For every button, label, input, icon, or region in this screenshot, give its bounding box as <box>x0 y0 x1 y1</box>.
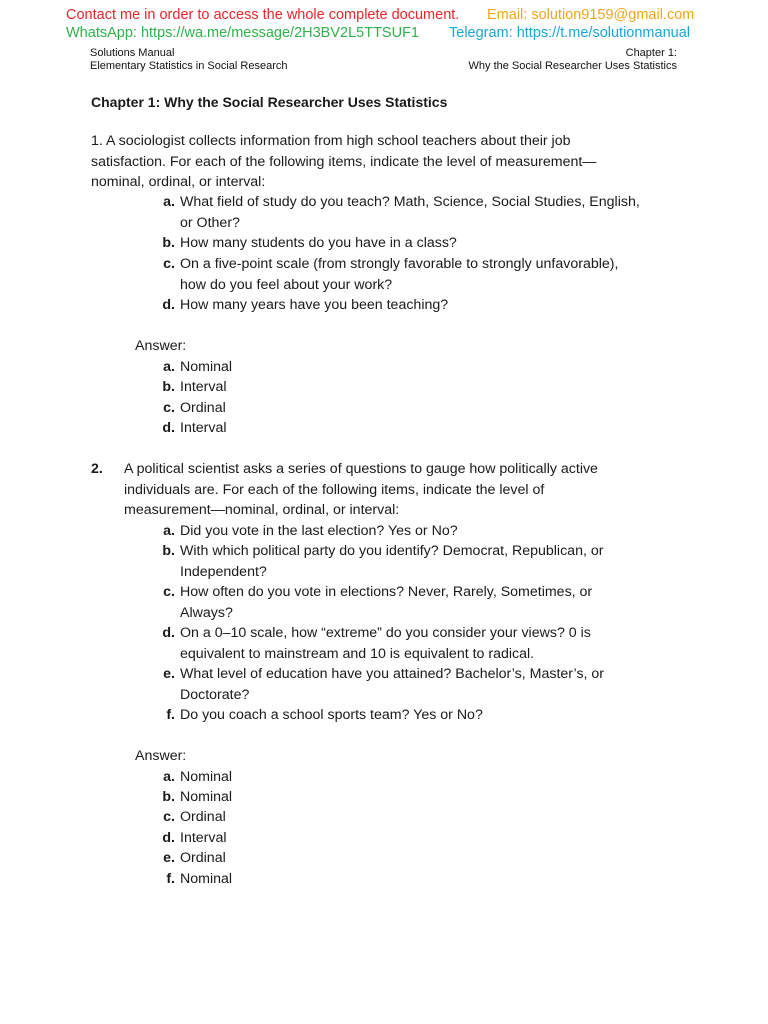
q2-intro <box>124 459 598 521</box>
item-text: how do you feel about your work? <box>180 276 393 293</box>
q2-item-d <box>157 623 591 664</box>
q2-item-e <box>157 664 604 705</box>
chapter-title: Chapter 1: Why the Social Researcher Uses Statistics <box>91 94 448 110</box>
item-text: Do you coach a school sports team? Yes or No? <box>180 707 483 723</box>
header-left-line1: Solutions Manual <box>90 47 175 59</box>
item-label: c. <box>163 584 175 600</box>
answer-label: f. <box>166 871 175 887</box>
header-right-line1: Chapter 1: <box>625 47 677 59</box>
answer-text: Ordinal <box>180 850 226 866</box>
answer-text: Nominal <box>180 769 233 785</box>
q1-answer-label: Answer: <box>135 338 187 354</box>
q2-item-c <box>157 582 592 623</box>
item-text: or Other? <box>180 214 240 231</box>
q1-answer-b <box>157 377 227 398</box>
q2-item-a <box>157 521 458 542</box>
item-label: c. <box>163 256 175 272</box>
q1-intro-line: satisfaction. For each of the following items, indicate the level of measurement— <box>91 153 597 170</box>
item-text: What field of study do you teach? Math, Science, Social Studies, English, <box>180 194 640 210</box>
item-text: What level of education have you attained? Bachelor’s, Master’s, or <box>180 666 605 682</box>
item-text: How many students do you have in a class? <box>180 235 457 251</box>
q1-answer-a <box>157 357 232 378</box>
item-text: On a 0–10 scale, how “extreme” do you consider your views? 0 is <box>180 625 591 641</box>
answer-text: Interval <box>180 379 227 395</box>
item-label: b. <box>162 543 175 559</box>
q2-item-f <box>157 705 483 726</box>
q2-answer-a <box>157 767 232 788</box>
answer-label: c. <box>163 400 175 416</box>
q2-answer-e <box>157 848 226 869</box>
q1-intro-line: nominal, ordinal, or interval: <box>91 174 266 190</box>
item-label: e. <box>163 666 175 682</box>
q1-item-c <box>157 254 618 295</box>
promo-telegram-link[interactable]: Telegram: https://t.me/solutionmanual <box>449 25 690 41</box>
answer-text: Interval <box>180 830 227 846</box>
promo-email-link[interactable]: Email: solution9159@gmail.com <box>487 7 695 23</box>
item-text: With which political party do you identify? Democrat, Republican, or <box>180 543 604 559</box>
item-text: Independent? <box>180 563 267 580</box>
item-text: How many years have you been teaching? <box>180 297 449 313</box>
item-label: a. <box>163 523 175 539</box>
answer-text: Ordinal <box>180 809 226 825</box>
promo-telegram[interactable] <box>449 25 690 41</box>
promo-contact <box>66 7 459 23</box>
q1-intro <box>91 131 596 193</box>
answer-label: b. <box>162 379 175 395</box>
q2-item-b <box>157 541 603 582</box>
item-label: b. <box>162 235 175 251</box>
item-label: f. <box>166 707 175 723</box>
q2-intro-line: A political scientist asks a series of questions to gauge how politically active <box>124 461 598 477</box>
q1-item-d <box>157 295 448 316</box>
item-label: a. <box>163 194 175 210</box>
answer-label: d. <box>162 420 175 436</box>
q1-item-b <box>157 233 457 254</box>
item-text: Always? <box>180 604 233 621</box>
header-right-line2: Why the Social Researcher Uses Statistics <box>468 60 677 72</box>
q1-intro-line: 1. A sociologist collects information from high school teachers about their job <box>91 133 571 149</box>
q2-answer-c <box>157 807 226 828</box>
item-label: d. <box>162 297 175 313</box>
q1-answer-d <box>157 418 227 439</box>
item-text: equivalent to mainstream and 10 is equivalent to radical. <box>180 645 535 662</box>
answer-label: d. <box>162 830 175 846</box>
item-text: Did you vote in the last election? Yes or No? <box>180 523 458 539</box>
answer-label: a. <box>163 769 175 785</box>
answer-text: Interval <box>180 420 227 436</box>
answer-text: Ordinal <box>180 400 226 416</box>
q2-intro-line: individuals are. For each of the following items, indicate the level of <box>124 481 545 498</box>
answer-text: Nominal <box>180 359 233 375</box>
answer-label: b. <box>162 789 175 805</box>
q2-answer-f <box>157 869 232 890</box>
q2-number: 2. <box>91 461 103 477</box>
promo-whatsapp-link[interactable]: WhatsApp: https://wa.me/message/2H3BV2L5TTSUF1 <box>66 25 419 41</box>
item-text: How often do you vote in elections? Never, Rarely, Sometimes, or <box>180 584 593 600</box>
q1-item-a <box>157 192 640 233</box>
promo-email[interactable] <box>487 7 694 23</box>
item-text: On a five-point scale (from strongly favorable to strongly unfavorable), <box>180 256 619 272</box>
answer-text: Nominal <box>180 789 233 805</box>
q2-answer-label: Answer: <box>135 748 187 764</box>
answer-label: a. <box>163 359 175 375</box>
answer-label: e. <box>163 850 175 866</box>
q2-intro-line: measurement—nominal, ordinal, or interval: <box>124 502 400 518</box>
q2-answer-d <box>157 828 227 849</box>
q2-answer-b <box>157 787 232 808</box>
promo-contact-text: Contact me in order to access the whole complete document. <box>66 7 460 23</box>
answer-text: Nominal <box>180 871 233 887</box>
header-left-line2: Elementary Statistics in Social Research <box>90 60 288 72</box>
promo-whatsapp[interactable] <box>66 25 419 41</box>
item-text: Doctorate? <box>180 686 250 703</box>
q1-answer-c <box>157 398 226 419</box>
answer-label: c. <box>163 809 175 825</box>
item-label: d. <box>162 625 175 641</box>
